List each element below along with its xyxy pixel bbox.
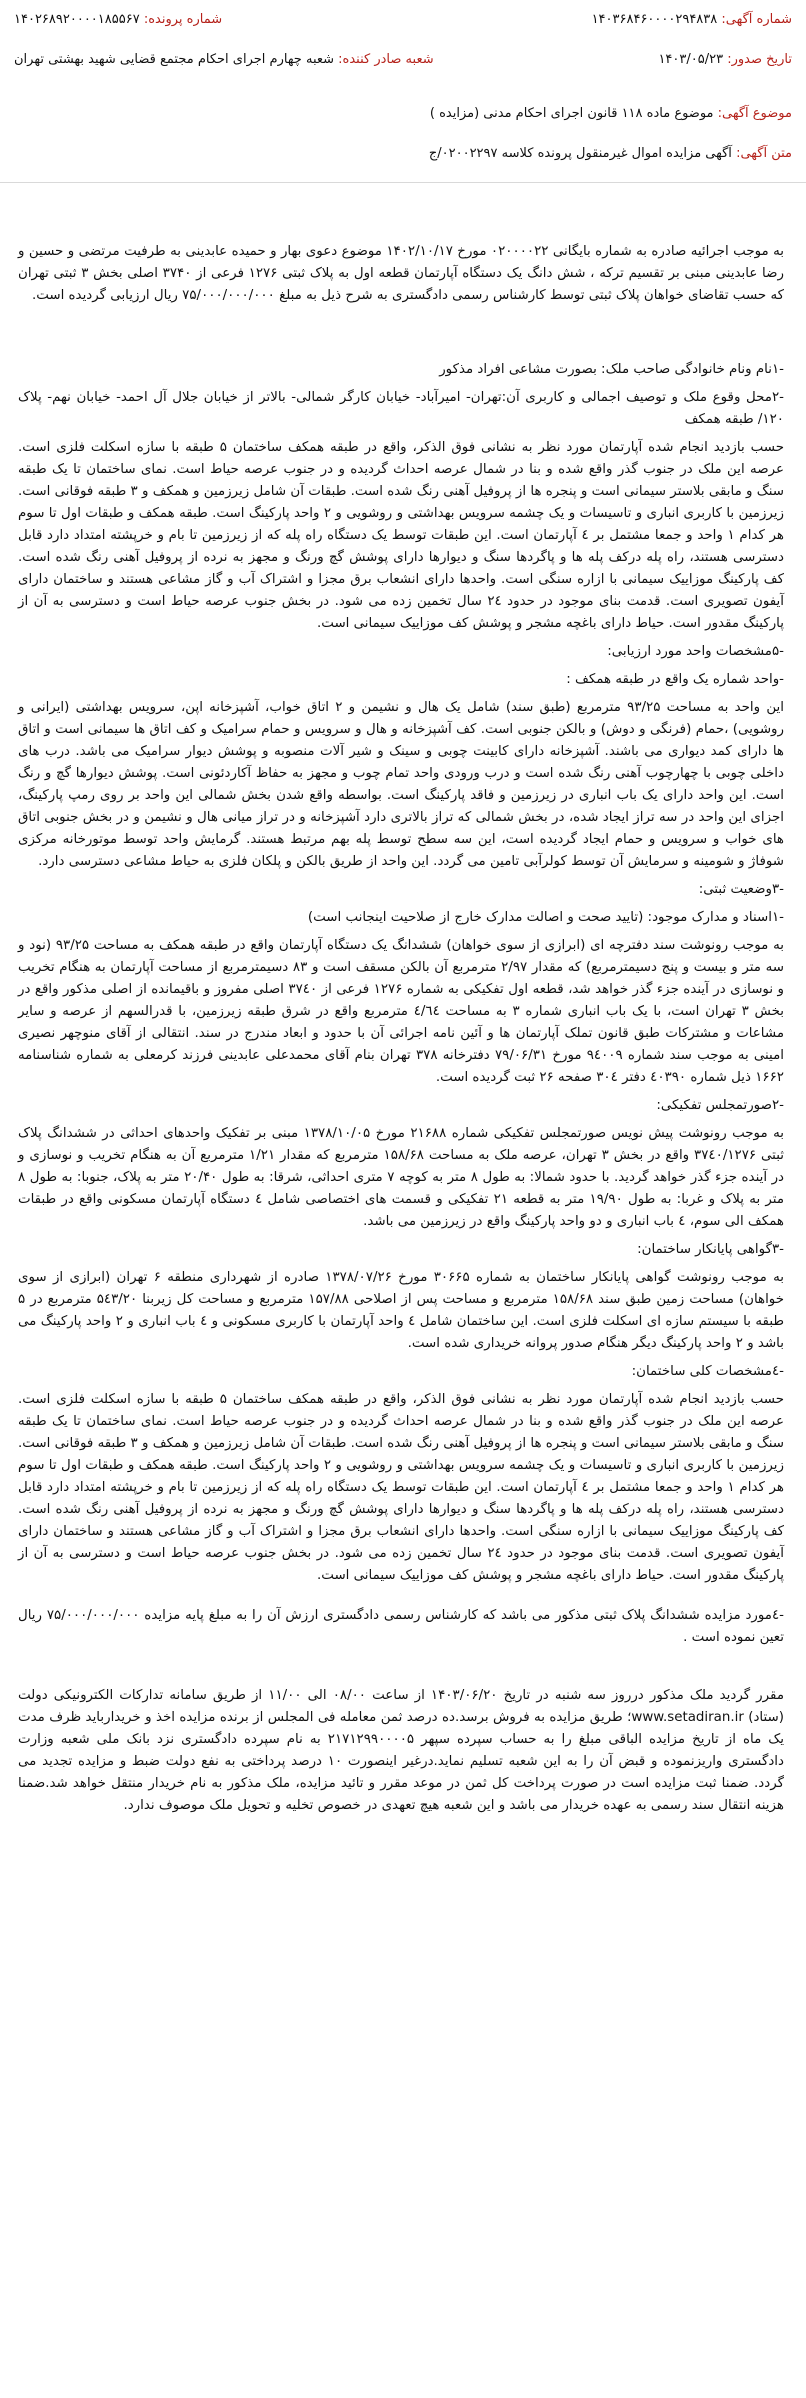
ad-number-value: ۱۴۰۳۶۸۴۶۰۰۰۰۲۹۴۸۳۸: [591, 12, 718, 27]
minutes-title: -۲صورتمجلس تفکیکی:: [656, 1098, 784, 1113]
notice-header: [0, 0, 806, 183]
issuing-branch-label: شعبه صادر کننده:: [338, 52, 434, 67]
building-description: حسب بازدید انجام شده آپارتمان مورد نظر به نشانی فوق الذکر، واقع در طبقه همکف ساختمان ۵ طبقه با سازه اسکلت فلزی است. عرصه این ملک در جنوب گذر واقع شده و بنا در شمال عرصه احداث گردیده و در جنوب عرصه حیاط است. نمای ساختمان تا یک طبقه سنگ و مابقی بلاستر سیمانی است و پنجره ها از پروفیل آهنی رنگ شده است. طبقات آن شامل زیرزمین و همکف و ۳ طبقه فوقانی است. زیرزمین با کاربری انباری و تاسیسات و یک چشمه سرویس بهداشتی و روشویی و ۲ واحد پارکینگ است. طبقه همکف و طبقات اول تا سوم هر کدام ۱ واحد و جمعا مشتمل بر ٤ آپارتمان است. این طبقات توسط یک دستگاه راه پله که از زیرزمین تا بام و خرپشته امتداد دارد قابل دسترسی هستند، راه پله درکف پله ها و پاگردها سنگ و دیوارها دارای پوشش گچ ورنگ و مجهز به نرده از پروفیل آهنی رنگ شده است. کف پارکینگ موزاییک سیمانی با ازاره سنگی است. واحدها دارای انشعاب برق مجزا و اشتراک آب و گاز مشاعی هستند و ساختمان دارای آیفون تصویری است. قدمت بنای موجود در حدود ۲٤ سال تخمین زده می شود. در بخش جنوب عرصه حیاط است و دسترسی به آن از پارکینگ مقدور است. حیاط دارای باغچه مشجر و پوشش کف موزاییک سیمانی است.: [18, 440, 785, 631]
closing-paragraph: مقرر گردید ملک مذکور درروز سه شنبه در تاریخ ۱۴۰۳/۰۶/۲۰ از ساعت ۰۸/۰۰ الی ۱۱/۰۰ از طریق سامانه تدارکات الکترونیکی دولت (ستاد) www.setadiran.ir؛ طریق مزایده به فروش برسد.ده درصد ثمن معامله فی المجلس از برنده مزایده اخذ و خریدارباید ظرف مدت یک ماه از تاریخ مزایده الباقی مبلغ را به حساب سپرده سپهر ۲۱۷۱۲۹۹۰۰۰۰۵ به نام سپرده دادگستری نزد بانک ملی شعبه وزارت دادگستری واریزنموده و قبض آن را به این شعبه تسلیم نماید.درغیر اینصورت ۱۰ درصد پرداختی به نفع دولت ضبط و مزایده تجدید می گردد. ضمنا ثبت مزایده است در صورت پرداخت کل ثمن در موعد مقرر و تائید مزایده، ملک مذکور به نام خریدار منتقل خواهد شد.ضمنا هزینه انتقال سند رسمی به عهده خریدار می باشد و این شعبه هیچ تعهدی در خصوص تخلیه و تحویل ملک موصوف ندارد.: [18, 1688, 784, 1813]
unit-sub-title: -واحد شماره یک واقع در طبقه همکف :: [566, 672, 784, 687]
completion-certificate-description: به موجب رونوشت گواهی پایانکار ساختمان به شماره ۳۰۶۶۵ مورخ ۱۳۷۸/۰۷/۲۶ صادره از شهرداری منطقه ۶ تهران (ابرازی از سوی خواهان) مساحت زمین طبق سند ۱۵۸/۶۸ مترمربع و مساحت پس از اصلاحی ۱۵۷/۸۸ مترمربع و مساحت کل زیربنا ۵٤۳/۲۰ مترمربع در ۵ طبقه با سیستم سازه ای اسکلت فلزی است. این ساختمان شامل ٤ واحد آپارتمان با کاربری مسکونی و ٤ باب انباری و ۲ واحد پارکینگ می باشد و ۲ واحد پارکینگ دیگر هنگام صدور پروانه خریداری شده است.: [18, 1270, 785, 1351]
case-number-value: ۱۴۰۲۶۸۹۲۰۰۰۰۱۸۵۵۶۷: [14, 12, 140, 27]
issue-date-value: ۱۴۰۳/۰۵/۲۳: [658, 52, 724, 67]
auction-subject-item: -٤مورد مزایده ششدانگ پلاک ثبتی مذکور می باشد که کارشناس رسمی دادگستری ارزش آن را به مبلغ پایه مزایده ۷۵/۰۰۰/۰۰۰/۰۰۰ ریال تعین نموده است .: [18, 1608, 785, 1645]
intro-paragraph: به موجب اجرائیه صادره به شماره بایگانی ۰۲۰۰۰۰۲۲ مورخ ۱۴۰۲/۱۰/۱۷ موضوع دعوی بهار و حمیده عابدینی به طرفیت مرتضی و حسین و رضا عابدینی مبنی بر تقسیم ترکه ، شش دانگ یک دستگاه آپارتمان قطعه اول به پلاک ثبتی ۱۲۷۶ فرعی از ۳۷۴۰ اصلی بخش ۳ ثبتی تهران که حسب تقاضای خواهان پلاک ثبتی توسط کارشناس رسمی دادگستری به شرح ذیل به مبلغ ۷۵/۰۰۰/۰۰۰/۰۰۰ ریال ارزیابی گردیده است.: [18, 244, 784, 303]
text-title-value: آگهی مزایده اموال غیرمنقول پرونده کلاسه ۰۲۰۰۲۲۹۷/ج: [428, 146, 732, 161]
issuing-branch-value: شعبه چهارم اجرای احکام مجتمع قضایی شهید بهشتی تهران: [14, 52, 335, 67]
general-specs-title: -٤مشخصات کلی ساختمان:: [631, 1364, 784, 1379]
notice-text-title: [429, 146, 792, 161]
issue-date: [658, 52, 792, 67]
documents-title: -۱اسناد و مدارک موجود: (تایید صحت و اصالت مدارک خارج از صلاحیت اینجانب است): [307, 910, 784, 925]
text-label: متن آگهی:: [736, 146, 792, 161]
completion-certificate-title: -۳گواهی پایانکار ساختمان:: [637, 1242, 784, 1257]
minutes-description: به موجب رونوشت پیش نویس صورتمجلس تفکیکی شماره ۲۱۶۸۸ مورخ ۱۳۷۸/۱۰/۰۵ مبنی بر تفکیک واحدهای احداثی در ششدانگ پلاک ثبتی ۳۷٤۰/۱۲۷۶ واقع در بخش ۳ تهران، عرصه ملک به مساحت ۱۵۸/۶۸ مترمربع که مقدار ۱/۲۱ مترمربع آن به هنگام تخریب و نوسازی و در آینده جزء گذر خواهد گردید. با حدود شمالا: به طول ۸ متر به کوچه ۷ متری احداثی، شرقا: به طول ۲۰/۴۰ متر به پلاک، جنوبا: به طول ۸ متر به پلاک و غربا: به طول ۱۹/۹۰ متر به قطعه ۲۱ تفکیکی و قسمت های اختصاصی شامل ٤ دستگاه آپارتمان مسکونی واقع در طبقات همکف الی سوم، ٤ باب انباری و دو واحد پارکینگ واقع در زیرزمین می باشد.: [18, 1126, 785, 1229]
issue-date-label: تاریخ صدور:: [727, 52, 792, 67]
building-description-2: حسب بازدید انجام شده آپارتمان مورد نظر به نشانی فوق الذکر، واقع در طبقه همکف ساختمان ۵ طبقه با سازه اسکلت فلزی است. عرصه این ملک در جنوب گذر واقع شده و بنا در شمال عرصه احداث گردیده و در جنوب عرصه حیاط است. نمای ساختمان تا یک طبقه سنگ و مابقی بلاستر سیمانی است و پنجره ها از پروفیل آهنی رنگ شده است. طبقات آن شامل زیرزمین و همکف و ۳ طبقه فوقانی است. زیرزمین با کاربری انباری و تاسیسات و یک چشمه سرویس بهداشتی و روشویی و ۲ واحد پارکینگ است. طبقه همکف و طبقات اول تا سوم هر کدام ۱ واحد و جمعا مشتمل بر ٤ آپارتمان است. این طبقات توسط یک دستگاه راه پله که از زیرزمین تا بام و خرپشته امتداد دارد قابل دسترسی هستند، راه پله درکف پله ها و پاگردها سنگ و دیوارها دارای پوشش گچ ورنگ و مجهز به نرده از پروفیل آهنی رنگ شده است. کف پارکینگ موزاییک سیمانی با ازاره سنگی است. واحدها دارای انشعاب برق مجزا و اشتراک آب و گاز مشاعی هستند و ساختمان دارای آیفون تصویری است. قدمت بنای موجود در حدود ۲٤ سال تخمین زده می شود. در بخش جنوب عرصه حیاط است و دسترسی به آن از پارکینگ مقدور است. حیاط دارای باغچه مشجر و پوشش کف موزاییک سیمانی است.: [18, 1392, 785, 1583]
notice-subject: [430, 106, 792, 121]
documents-description: به موجب رونوشت سند دفترچه ای (ابرازی از سوی خواهان) ششدانگ یک دستگاه آپارتمان واقع در طبقه همکف به مساحت ۹۳/۲۵ (نود و سه متر و بیست و پنج دسیمترمربع) که مقدار ۲/۹۷ مترمربع آن بالکن مسقف است و ۸۳ دسیمترمربع از مساحت آپارتمان به هنگام تخریب و نوسازی در آینده جزء گذر خواهد شد، قطعه اول تفکیکی به شماره ۱۲۷۶ فرعی از ۳۷٤۰ اصلی مفروز و باقیمانده از اصلی مذکور واقع در بخش ۳ تهران است، با یک باب انباری شماره ۳ به مساحت ٤/٦٤ مترمربع واقع در شرق طبقه زیرزمین، با قدرالسهم از عرصه و سایر مشاعات و مشترکات طبق قانون تملک آپارتمان ها و آئین نامه اجرائی آن با حدود و ابعاد مندرج در سند. انتقالی از آقای منوچهر نصیری امینی به موجب سند شماره ۹٤۰۰۹ مورخ ۷۹/۰۶/۳۱ دفترخانه ۳۷۸ تهران بنام آقای محمدعلی عابدینی فرزند کرمعلی به شماره شناسنامه ۱۶۶۲ ذیل شماره ٤۰۳۹۰ دفتر ۳۰٤ صفحه ۲۶ ثبت گردیده است.: [18, 938, 785, 1085]
owner-item: -۱نام ونام خانوادگی صاحب ملک: بصورت مشاعی افراد مذکور: [439, 362, 784, 377]
case-number-label: شماره پرونده:: [143, 12, 223, 27]
issuing-branch: [14, 52, 434, 67]
location-item: -۲محل وقوع ملک و توصیف اجمالی و کاربری آن:تهران- امیرآباد- خیابان کارگر شمالی- بالاتر از خیابان جلال آل احمد- خیابان نهم- پلاک ۱۲۰/ طبقه همکف: [18, 390, 784, 427]
ad-number-label: شماره آگهی:: [721, 12, 792, 27]
ad-number: [592, 12, 792, 27]
unit-description: این واحد به مساحت ۹۳/۲۵ مترمربع (طبق سند) شامل یک هال و نشیمن و ۲ اتاق خواب، آشپزخانه اپن، سرویس بهداشتی (ایرانی و روشویی) ،حمام (فرنگی و دوش) و بالکن جنوبی است. کف آشپزخانه و هال و سرویس و حمام سرامیک و کف اتاق ها سیمانی است و اتاق ها دارای کمد دیواری می باشند. آشپزخانه دارای کابینت چوبی و سینک و شیر آلات منصوبه و پوشش دیوار سرامیک می باشد. درب های داخلی چوبی با چهارچوب آهنی رنگ شده است و درب ورودی واحد تمام چوب و مجهز به حفاظ آکاردئونی است. پوشش دیوارها گچ و رنگ است. این واحد دارای یک باب انباری در زیرزمین و فاقد پارکینگ است. بواسطه واقع شدن بخش شمالی این واحد بر روی رمپ پارکینگ، اجزای این واحد در سه تراز ایجاد شده، در بخش شمالی که تراز بالاتری دارد آشپزخانه و در تراز میانی هال و نشیمن و در بخش جنوبی اتاق های خواب و سرویس و حمام ایجاد گردیده است، این سه سطح توسط پله بهم مرتبط هستند. گرمایش واحد توسط موتورخانه مرکزی شوفاژ و شومینه و سرمایش آن توسط کولرآبی تامین می گردد. این واحد از طریق بالکن و پلکان فلزی به حیاط مشاعی دسترسی دارد.: [18, 700, 784, 869]
unit-specs-title: -۵مشخصات واحد مورد ارزیابی:: [607, 644, 784, 659]
subject-value: موضوع ماده ۱۱۸ قانون اجرای احکام مدنی (مزایده ): [429, 106, 714, 121]
registration-status-title: -۳وضعیت ثبتی:: [698, 882, 784, 897]
case-number: [14, 12, 222, 27]
subject-label: موضوع آگهی:: [717, 106, 792, 121]
notice-body: [0, 183, 806, 1817]
